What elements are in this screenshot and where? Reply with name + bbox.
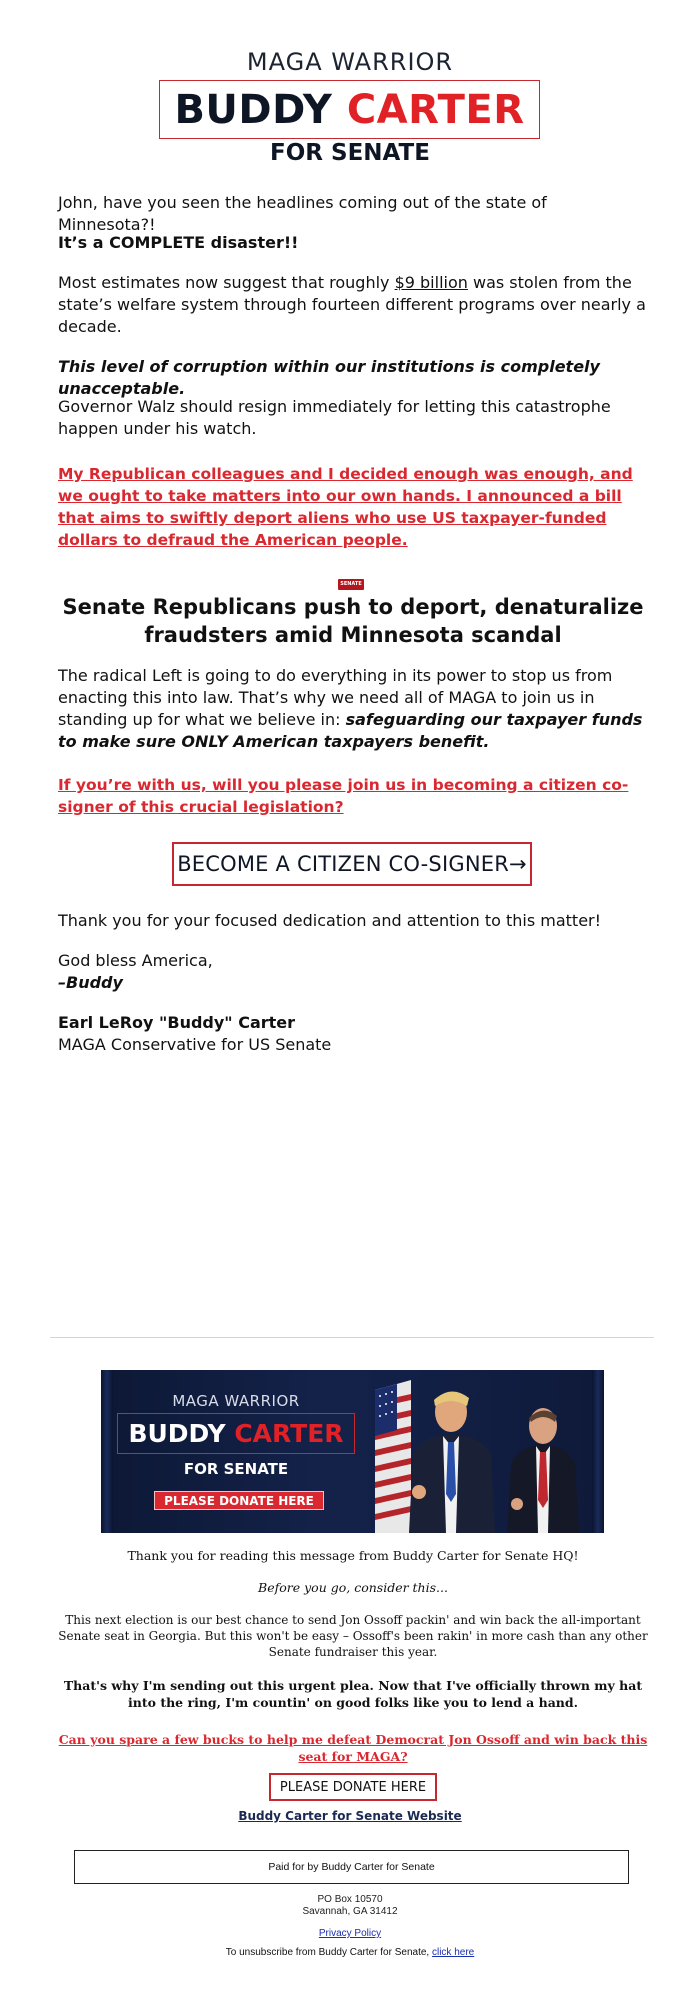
paragraph-walz: Governor Walz should resign immediately for letting this catastrophe happen under his watch. [58,397,611,438]
footer-thanks: Thank you for reading this message from Buddy Carter for Senate HQ! [127,1548,579,1563]
address-line-1: PO Box 10570 [317,1894,383,1905]
cosigner-link[interactable]: If you’re with us, will you please join us in becoming a citizen co-signer of this crucial legislation? [58,776,629,816]
footer-before-you-go: Before you go, consider this... [258,1580,448,1595]
address-line-2: Savannah, GA 31412 [302,1906,398,1917]
footer-ask-link[interactable]: Can you spare a few bucks to help me defeat Democrat Jon Ossoff and win back this seat for MAGA? [58,1732,648,1764]
unsubscribe-link[interactable]: click here [431,1947,475,1958]
logo-name [174,86,525,133]
signoff-name: –Buddy [58,973,123,992]
signature-title: MAGA Conservative for US Senate [58,1035,332,1054]
paragraph-radical-left [58,665,648,753]
senate-badge: SENATE [338,579,364,590]
banner-donate-button[interactable]: PLEASE DONATE HERE [154,1491,324,1510]
banner-last-name: CARTER [234,1419,344,1448]
radical-left-emphasis: safeguarding our taxpayer funds to make sure ONLY American taxpayers benefit. [58,710,643,751]
bill-announcement-link[interactable]: My Republican colleagues and I decided enough was enough, and we ought to take matters into our own hands. I announced a bill that aims to swiftly deport aliens who use US taxpayer-funded dollars to defraud the American people. [58,465,633,549]
curtain-right [592,1370,604,1533]
radical-left-text: The radical Left is going to do everything in its power to stop us from enacting this into law. That’s why we need all of MAGA to join us in standing up for what we believe in: [58,666,613,729]
paragraph-cosigner-link-wrap [58,774,648,818]
banner-first-name: BUDDY [128,1419,226,1448]
paragraph-disaster: It’s a COMPLETE disaster!! [58,233,299,252]
footer-election-text: This next election is our best chance to send Jon Ossoff packin' and win back the all-important Senate seat in Georgia. But this won't be easy – Ossoff's been rakin' in more cash than any other Senate fundraiser this year. [58,1613,648,1659]
banner-tagline: MAGA WARRIOR [172,1392,300,1410]
donate-banner[interactable] [101,1370,604,1533]
paid-for-disclaimer [74,1850,629,1884]
paragraph-greeting: John, have you seen the headlines coming out of the state of Minnesota?! [58,193,547,234]
candidate-photo-left [401,1384,501,1533]
footer-plea-text: That's why I'm sending out this urgent plea. Now that I've officially thrown my hat into the ring, I'm countin' on good folks like you to lend a hand. [63,1678,643,1710]
banner-subtitle: FOR SENATE [183,1460,289,1478]
footer-donate-button[interactable]: PLEASE DONATE HERE [269,1773,437,1801]
article-headline[interactable]: Senate Republicans push to deport, denaturalize fraudsters amid Minnesota scandal [62,595,644,647]
logo-last-name: CARTER [346,86,525,133]
paid-for-text: Paid for by Buddy Carter for Senate [268,1861,435,1873]
campaign-website-link[interactable]: Buddy Carter for Senate Website [238,1809,462,1823]
arrow-right-icon: → [509,852,527,876]
logo-name-box [159,80,540,139]
candidate-photo-right [501,1400,583,1533]
divider [50,1337,654,1338]
paragraph-bill-link-wrap [58,463,648,551]
estimates-text-a: Most estimates now suggest that roughly [58,273,395,292]
logo-first-name: BUDDY [174,86,333,133]
closing-line: God bless America, [58,951,213,970]
paragraph-estimates [58,272,648,338]
estimates-text-b: was stolen from the state’s welfare system through fourteen different programs over nearly a decade. [58,273,646,336]
nine-billion-link[interactable]: $9 billion [394,273,468,292]
cosigner-button[interactable] [172,842,532,886]
paragraph-thanks: Thank you for your focused dedication and attention to this matter! [58,911,602,930]
privacy-policy-link[interactable]: Privacy Policy [318,1928,382,1939]
paragraph-corruption: This level of corruption within our institutions is completely unacceptable. [58,357,600,398]
signature-name: Earl LeRoy "Buddy" Carter [58,1013,296,1032]
unsubscribe-line [0,1947,700,1958]
banner-name-box [117,1413,355,1454]
banner-name [128,1421,343,1446]
logo-tagline: MAGA WARRIOR [246,48,454,76]
cosigner-button-label: BECOME A CITIZEN CO-SIGNER [177,852,509,876]
logo-subtitle: FOR SENATE [270,140,430,166]
unsubscribe-text: To unsubscribe from Buddy Carter for Senate, [225,1947,432,1958]
